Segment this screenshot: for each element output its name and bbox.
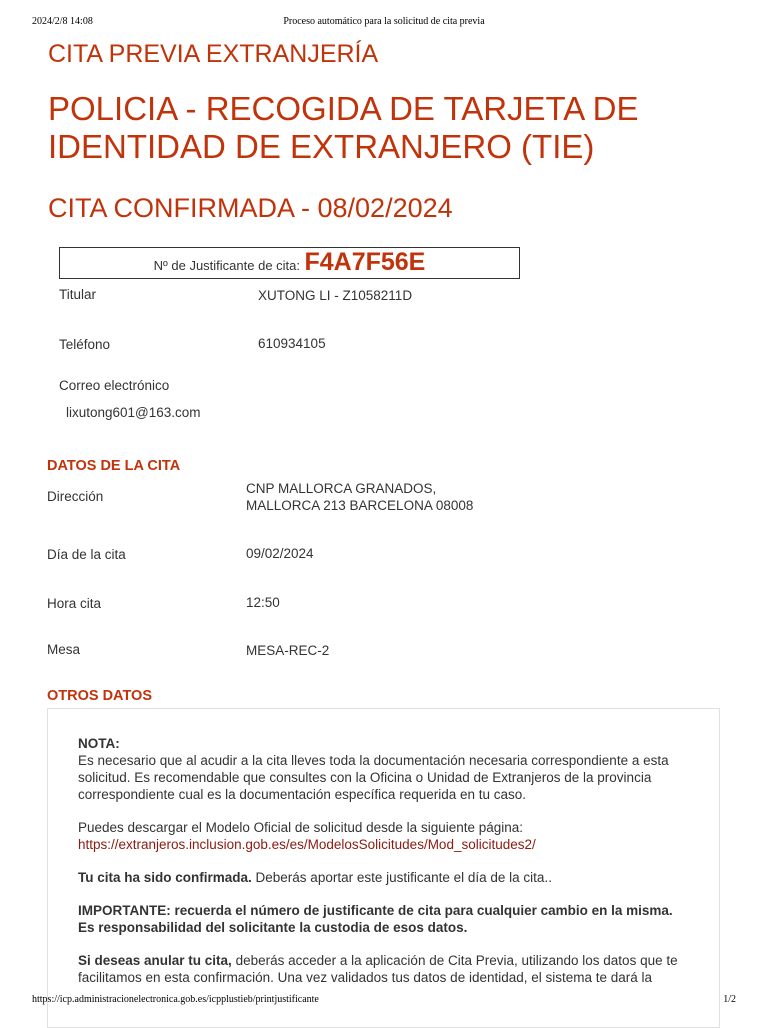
anular-text: deberás acceder a la aplicación de Cita Previa, utilizando los datos que te facilitamos en esta confirmación. Una vez validados tus datos de identidad, el sistema te dará la xyxy=(78,953,678,985)
print-title: Proceso automático para la solicitud de cita previa xyxy=(283,16,485,27)
print-datetime: 2024/2/8 14:08 xyxy=(32,16,93,27)
hora-label: Hora cita xyxy=(47,596,102,611)
justificante-code: F4A7F56E xyxy=(304,248,426,276)
confirmada-block xyxy=(78,869,688,886)
notes-panel xyxy=(47,708,720,1028)
correo-label: Correo electrónico xyxy=(59,378,170,393)
datos-cita-heading: DATOS DE LA CITA xyxy=(47,458,181,474)
print-page-number: 1/2 xyxy=(723,994,736,1005)
modelo-solicitud-link[interactable]: https://extranjeros.inclusion.gob.es/es/ModelosSolicitudes/Mod_solicitudes2/ xyxy=(78,837,536,852)
dia-label: Día de la cita xyxy=(47,547,126,562)
appointment-status: CITA CONFIRMADA - 08/02/2024 xyxy=(48,193,453,223)
otros-datos-heading: OTROS DATOS xyxy=(47,688,152,704)
anular-block xyxy=(78,952,688,986)
telefono-label: Teléfono xyxy=(59,337,111,352)
nota-title: NOTA: xyxy=(78,736,120,751)
titular-value: XUTONG LI - Z1058211D xyxy=(258,288,413,303)
hora-value: 12:50 xyxy=(246,595,280,610)
correo-value: lixutong601@163.com xyxy=(66,405,201,420)
print-header xyxy=(32,16,736,30)
print-url: https://icp.administracionelectronica.gob.es/icpplustieb/printjustificante xyxy=(32,994,319,1005)
importante-text: IMPORTANTE: recuerda el número de justificante de cita para cualquier cambio en la misma. Es responsabilidad del solicitante la custodia de esos datos. xyxy=(78,903,673,935)
mesa-value: MESA-REC-2 xyxy=(246,643,330,658)
print-footer xyxy=(32,994,736,1008)
nota-text: Es necesario que al acudir a la cita lleves toda la documentación necesaria correspondiente a esta solicitud. Es recomendable que consultes con la Oficina o Unidad de Extranjeros de la provincia correspondiente cual es la documentación específica requerida en tu caso. xyxy=(78,753,669,802)
confirmada-text: Deberás aportar este justificante el día de la cita.. xyxy=(251,870,552,885)
procedure-title: POLICIA - RECOGIDA DE TARJETA DE IDENTIDAD DE EXTRANJERO (TIE) xyxy=(48,90,639,165)
telefono-value: 610934105 xyxy=(258,336,326,351)
dia-value: 09/02/2024 xyxy=(246,546,314,561)
descarga-text: Puedes descargar el Modelo Oficial de solicitud desde la siguiente página: xyxy=(78,820,524,835)
descarga-block xyxy=(78,819,688,853)
justificante-box xyxy=(59,247,520,279)
confirmada-bold: Tu cita ha sido confirmada. xyxy=(78,870,252,885)
notes-content xyxy=(78,735,688,1002)
anular-bold: Si deseas anular tu cita, xyxy=(78,953,232,968)
nota-block xyxy=(78,735,688,803)
mesa-label: Mesa xyxy=(47,642,81,657)
titular-label: Titular xyxy=(59,287,97,302)
service-title: CITA PREVIA EXTRANJERÍA xyxy=(48,40,379,68)
direccion-label: Dirección xyxy=(47,489,104,504)
importante-block xyxy=(78,902,688,936)
direccion-line2: MALLORCA 213 BARCELONA 08008 xyxy=(246,498,474,513)
direccion-line1: CNP MALLORCA GRANADOS, xyxy=(246,481,437,496)
justificante-label: Nº de Justificante de cita: xyxy=(153,258,301,273)
